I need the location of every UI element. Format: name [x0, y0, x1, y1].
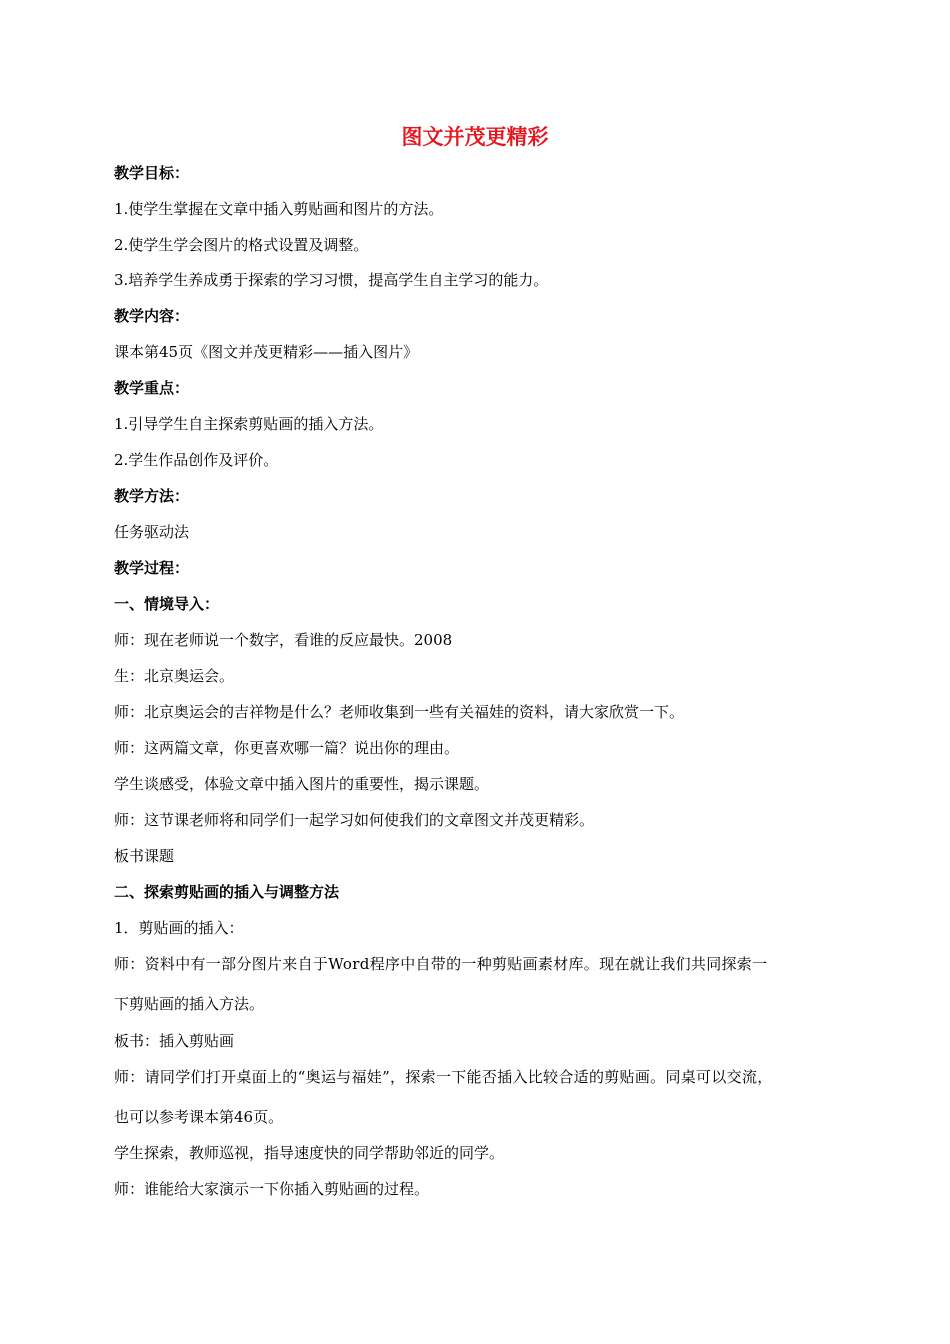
paragraph: 生：北京奥运会。	[114, 667, 235, 685]
paragraph: 师：谁能给大家演示一下你插入剪贴画的过程。	[114, 1180, 430, 1198]
paragraph: 师：资料中有一部分图片来自于Word程序中自带的一种剪贴画素材库。现在就让我们共同探索一	[114, 955, 768, 973]
paragraph: 1．剪贴画的插入：	[114, 919, 244, 937]
paragraph: 2.学生作品创作及评价。	[114, 451, 279, 469]
subsection-heading-intro: 一、情境导入：	[114, 595, 220, 613]
paragraph: 师：这两篇文章，你更喜欢哪一篇？说出你的理由。	[114, 739, 460, 757]
paragraph: 课本第45页《图文并茂更精彩——插入图片》	[114, 343, 419, 361]
paragraph: 1.使学生掌握在文章中插入剪贴画和图片的方法。	[114, 200, 444, 218]
paragraph: 板书课题	[114, 847, 175, 865]
section-heading-key-points: 教学重点：	[114, 379, 190, 397]
paragraph: 学生谈感受，体验文章中插入图片的重要性，揭示课题。	[114, 775, 490, 793]
paragraph: 师：现在老师说一个数字，看谁的反应最快。2008	[114, 631, 453, 649]
paragraph: 下剪贴画的插入方法。	[114, 995, 265, 1013]
section-heading-objectives: 教学目标：	[114, 164, 190, 182]
paragraph: 3.培养学生养成勇于探索的学习习惯，提高学生自主学习的能力。	[114, 271, 549, 289]
paragraph: 板书：插入剪贴画	[114, 1032, 235, 1050]
section-heading-content: 教学内容：	[114, 307, 190, 325]
paragraph: 师：这节课老师将和同学们一起学习如何使我们的文章图文并茂更精彩。	[114, 811, 595, 829]
section-heading-method: 教学方法：	[114, 487, 190, 505]
paragraph: 学生探索，教师巡视，指导速度快的同学帮助邻近的同学。	[114, 1144, 505, 1162]
paragraph: 2.使学生学会图片的格式设置及调整。	[114, 236, 369, 254]
document-title: 图文并茂更精彩	[401, 125, 549, 149]
paragraph: 师：请同学们打开桌面上的“奥运与福娃”，探索一下能否插入比较合适的剪贴画。同桌可以交流，	[114, 1068, 773, 1086]
paragraph: 也可以参考课本第46页。	[114, 1108, 284, 1126]
paragraph: 师：北京奥运会的吉祥物是什么？老师收集到一些有关福娃的资料，请大家欣赏一下。	[114, 703, 685, 721]
paragraph: 任务驱动法	[114, 523, 190, 541]
paragraph: 1.引导学生自主探索剪贴画的插入方法。	[114, 415, 384, 433]
subsection-heading-explore: 二、探索剪贴画的插入与调整方法	[114, 883, 340, 901]
section-heading-process: 教学过程：	[114, 559, 190, 577]
